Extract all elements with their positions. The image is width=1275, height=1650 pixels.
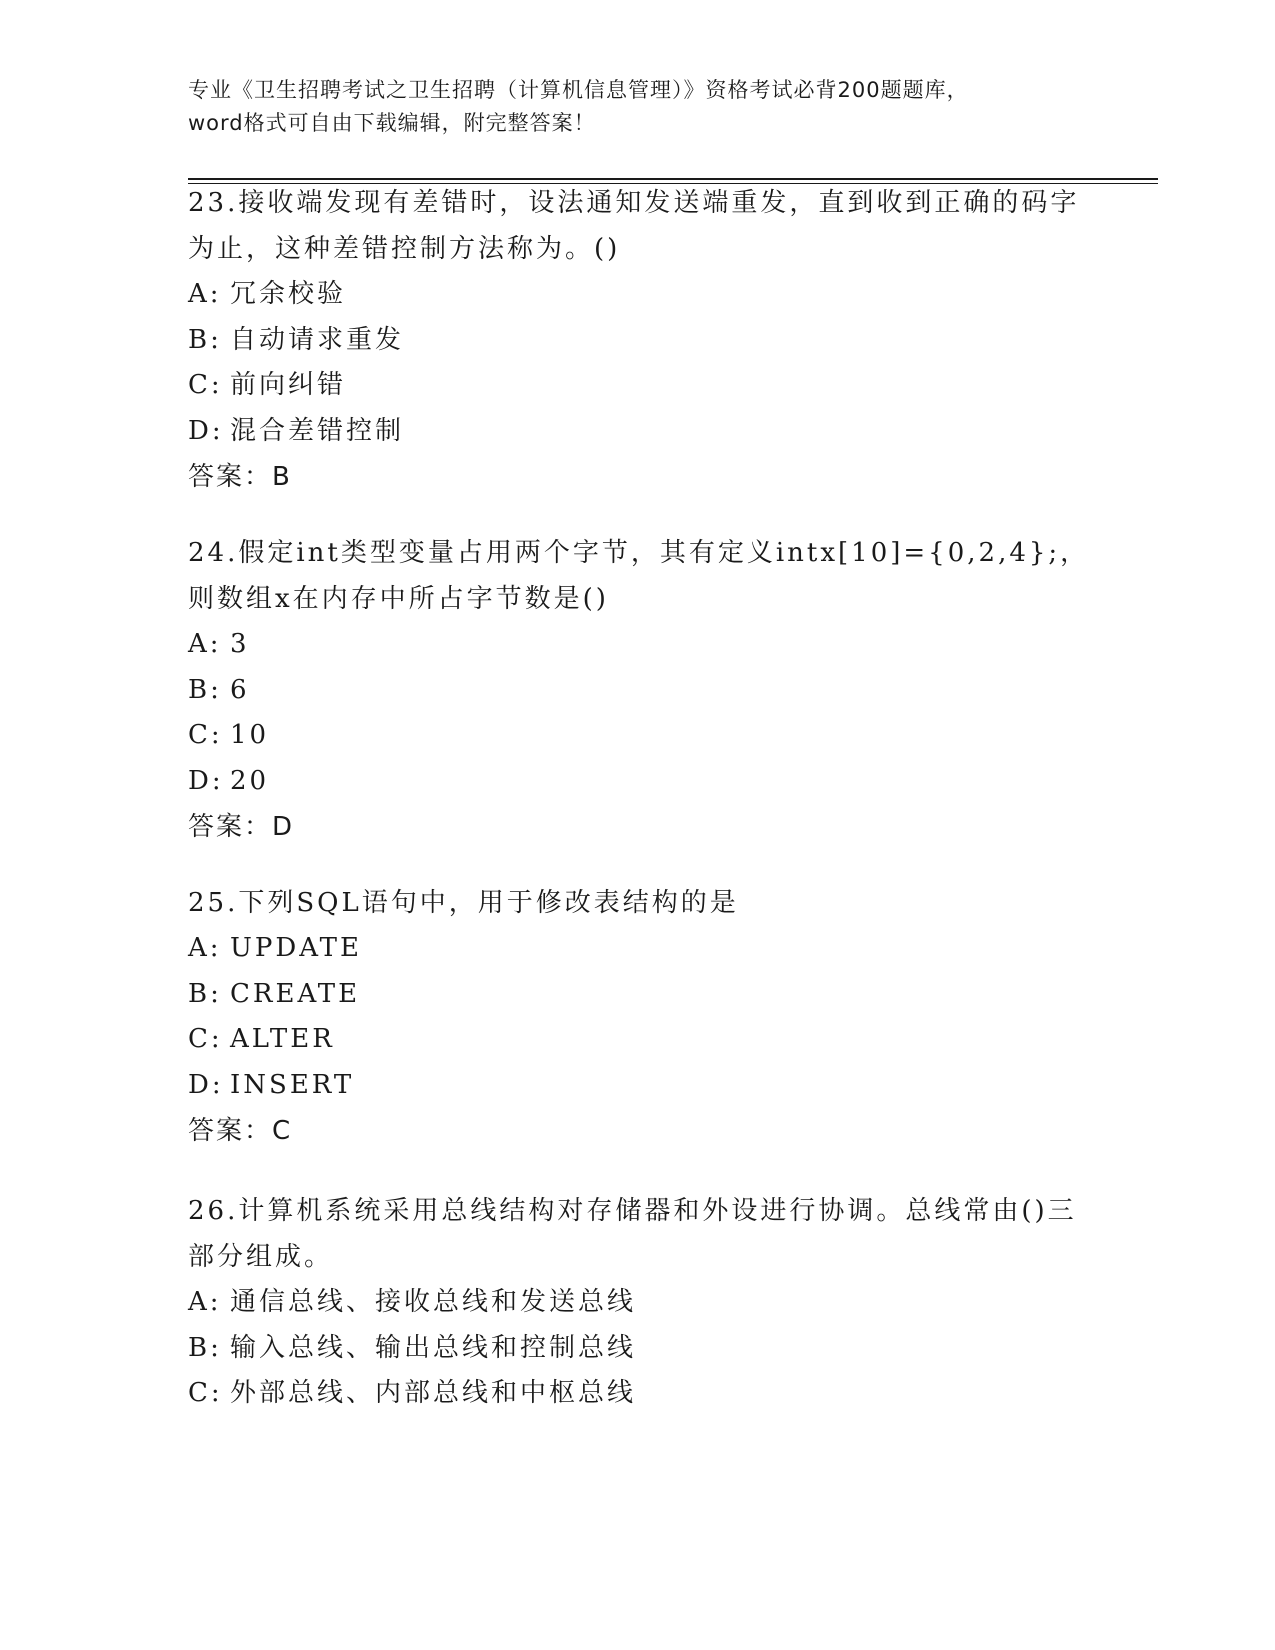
- option-d: [188, 409, 1088, 455]
- question-stem-line: 23.接收端发现有差错时，设法通知发送端重发，直到收到正确的码字: [188, 188, 1080, 218]
- option-a: [188, 272, 1088, 318]
- option-label: C:: [188, 1024, 223, 1054]
- option-label: D:: [188, 1069, 224, 1100]
- option-d: [188, 759, 1088, 805]
- option-a: [188, 926, 1088, 972]
- option-text: 10: [230, 720, 270, 750]
- option-label: B:: [188, 1332, 222, 1363]
- answer-line: 答案：D: [188, 812, 295, 842]
- option-c: [188, 1017, 1088, 1063]
- question-stem-line: 部分组成。: [188, 1242, 334, 1272]
- option-text: 自动请求重发: [230, 324, 405, 355]
- question-stem-line: 25.下列SQL语句中，用于修改表结构的是: [188, 888, 739, 918]
- option-b: [188, 1326, 1088, 1372]
- option-label: C:: [188, 370, 223, 400]
- option-label: C:: [188, 1378, 223, 1408]
- option-label: C:: [188, 720, 223, 750]
- option-text: CREATE: [230, 978, 361, 1009]
- option-text: 通信总线、接收总线和发送总线: [230, 1287, 637, 1317]
- option-b: [188, 318, 1088, 364]
- option-b: [188, 668, 1088, 714]
- option-text: ALTER: [230, 1024, 335, 1054]
- question-24: [188, 530, 1088, 850]
- option-label: A:: [188, 629, 222, 659]
- option-label: A:: [188, 933, 222, 963]
- answer-line: 答案：B: [188, 462, 292, 492]
- option-text: 输入总线、输出总线和控制总线: [230, 1332, 637, 1363]
- option-c: [188, 713, 1088, 759]
- option-label: D:: [188, 415, 224, 446]
- question-25: [188, 880, 1088, 1154]
- option-text: 6: [230, 674, 250, 705]
- option-text: 外部总线、内部总线和中枢总线: [230, 1378, 637, 1408]
- header-line-1: 专业《卫生招聘考试之卫生招聘（计算机信息管理）》资格考试必背200题题库，: [188, 78, 969, 102]
- option-text: UPDATE: [230, 933, 362, 963]
- option-label: A:: [188, 1287, 222, 1317]
- question-stem-line: 则数组x在内存中所占字节数是(): [188, 584, 609, 614]
- option-label: D:: [188, 765, 224, 796]
- question-stem-line: 为止，这种差错控制方法称为。(): [188, 234, 621, 264]
- option-d: [188, 1063, 1088, 1109]
- option-text: INSERT: [230, 1069, 355, 1100]
- document-header: [188, 74, 1088, 140]
- header-line-2: word格式可自由下载编辑，附完整答案！: [188, 111, 596, 135]
- option-text: 混合差错控制: [230, 415, 405, 446]
- option-text: 前向纠错: [230, 370, 347, 400]
- option-text: 20: [230, 765, 270, 796]
- question-23: [188, 180, 1088, 500]
- question-stem-line: 24.假定int类型变量占用两个字节，其有定义intx[10]={0,2,4};，: [188, 538, 1090, 568]
- option-label: B:: [188, 978, 222, 1009]
- answer-line: 答案：C: [188, 1116, 293, 1146]
- option-label: B:: [188, 674, 222, 705]
- option-b: [188, 972, 1088, 1018]
- option-text: 冗余校验: [230, 279, 347, 309]
- option-label: B:: [188, 324, 222, 355]
- option-c: [188, 363, 1088, 409]
- question-stem-line: 26.计算机系统采用总线结构对存储器和外设进行协调。总线常由()三: [188, 1196, 1077, 1226]
- option-a: [188, 1280, 1088, 1326]
- option-label: A:: [188, 279, 222, 309]
- option-text: 3: [230, 629, 250, 659]
- question-26: [188, 1188, 1088, 1417]
- option-c: [188, 1371, 1088, 1417]
- option-a: [188, 622, 1088, 668]
